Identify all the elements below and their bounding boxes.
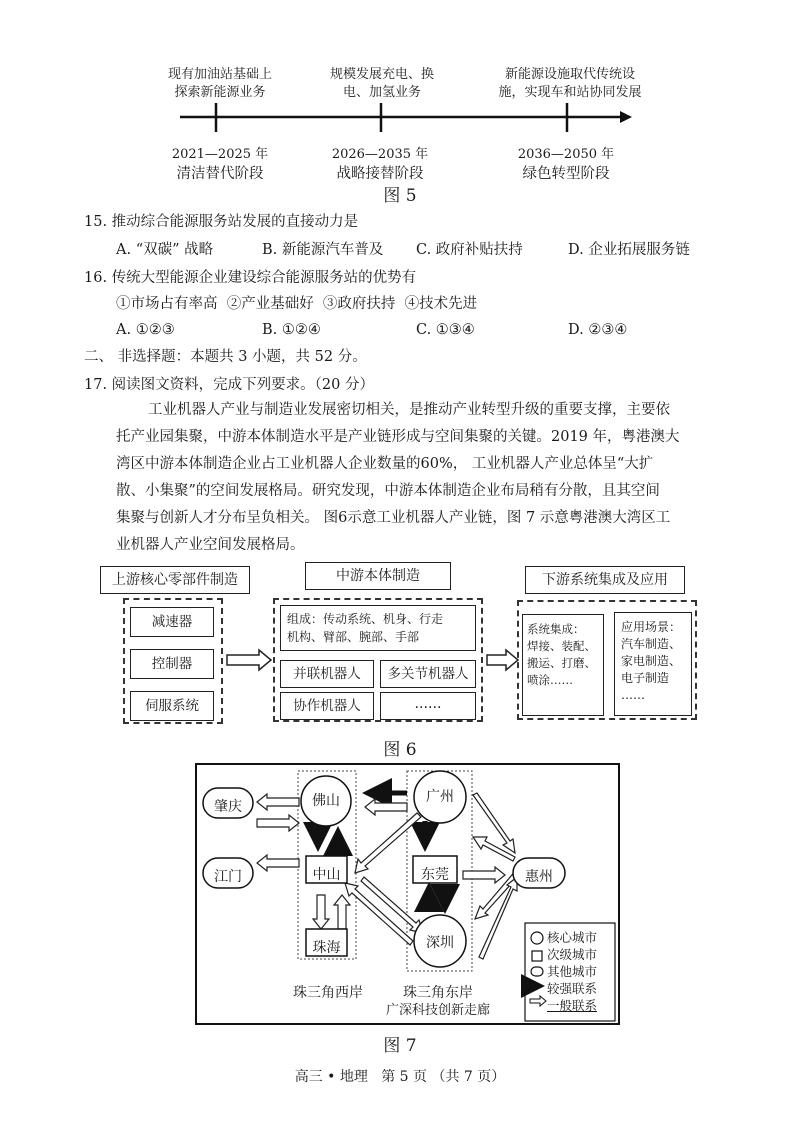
fig7-legend-other: 其他城市 (547, 964, 598, 979)
fig6-servo-system: 伺服系统 (130, 691, 214, 721)
q15-option-a: A. “双碳” 战略 (116, 242, 214, 258)
page-footer: 高三 • 地理 第 5 页 （共 7 页） (294, 1069, 506, 1085)
q17-line-4: 散、小集聚”的空间发展格局。研究发现，中游本体制造企业布局稍有分散，且其空间 (116, 483, 660, 499)
fig6-header-upstream: 上游核心零部件制造 (100, 566, 250, 594)
fig7-legend-strong: 较强联系 (547, 981, 598, 996)
fig5-stage3-name: 绿色转型阶段 (522, 166, 610, 182)
q16-option-c: C. ①③④ (416, 322, 475, 338)
fig5-stage1-years: 2021—2025 年 (171, 147, 269, 162)
q15-option-b: B. 新能源汽车普及 (262, 242, 384, 258)
fig6-parallel-robot: 并联机器人 (280, 660, 374, 688)
fig6-multi-joint-robot: 多关节机器人 (380, 660, 476, 688)
fig7-city-zhuhai: 珠海 (312, 940, 341, 956)
fig7-east-bank-label: 珠三角东岸 (403, 985, 473, 1001)
q17-line-6: 业机器人产业空间发展格局。 (116, 537, 305, 553)
q16-stem: 16. 传统大型能源企业建设综合能源服务站的优势有 (84, 270, 417, 286)
fig6-system-integration: 系统集成： 焊接、装配、 搬运、打磨、 喷涂…… (522, 614, 604, 716)
fig7-city-foshan: 佛山 (312, 793, 340, 809)
fig5-stage2-years: 2026—2035 年 (331, 147, 429, 162)
fig7-legend-other-symbol (531, 967, 543, 976)
q15-option-d: D. 企业拓展服务链 (568, 242, 690, 258)
fig5-caption: 图 5 (383, 186, 417, 206)
fig5-stage2-name: 战略接替阶段 (336, 166, 424, 182)
fig6-more-types: …… (380, 692, 476, 720)
fig7-legend-core: 核心城市 (547, 930, 598, 945)
fig7-innovation-corridor-label: 广深科技创新走廊 (385, 1003, 490, 1018)
fig7-legend-core-symbol (531, 932, 543, 944)
fig5-stage3-years: 2036—2050 年 (517, 147, 615, 162)
fig6-arrow-up-to-mid (225, 648, 275, 672)
fig7-city-huizhou: 惠州 (525, 869, 553, 885)
fig5-stage2-top-label: 规模发展充电、换 电、加氢业务 (329, 67, 434, 100)
fig6-arrow-mid-to-down (486, 648, 520, 672)
q17-line-3: 湾区中游本体制造企业占工业机器人企业数量的60%， 工业机器人产业总体呈“大扩 (116, 456, 654, 472)
fig7-legend-secondary-symbol (532, 951, 542, 961)
q17-line-2: 托产业园集聚，中游本体制造水平是产业链形成与空间集聚的关键。2019 年，粤港澳大 (116, 429, 680, 445)
q15-option-c: C. 政府补贴扶持 (416, 242, 523, 258)
fig7-legend-secondary: 次级城市 (547, 947, 598, 962)
q16-option-a: A. ①②③ (116, 322, 175, 338)
fig6-header-downstream: 下游系统集成及应用 (525, 566, 685, 594)
q17-line-1: 工业机器人产业与制造业发展密切相关，是推动产业转型升级的重要支撑，主要依 (148, 402, 670, 418)
fig6-header-midstream: 中游本体制造 (305, 562, 451, 590)
fig5-timeline (180, 100, 640, 140)
fig7-city-dongguan: 东莞 (421, 867, 449, 883)
fig6-reducer: 减速器 (130, 607, 214, 637)
q16-option-d: D. ②③④ (568, 322, 628, 338)
fig7-west-bank-label: 珠三角西岸 (293, 985, 363, 1001)
q15-stem: 15. 推动综合能源服务站发展的直接动力是 (84, 214, 359, 230)
fig7-legend-general: 一般联系 (547, 998, 598, 1013)
fig6-collaborative-robot: 协作机器人 (280, 692, 374, 720)
fig5-stage3-top-label: 新能源设施取代传统设 施，实现车和站协同发展 (498, 67, 642, 100)
fig5-stage1-top-label: 现有加油站基础上 探索新能源业务 (167, 67, 272, 100)
fig6-controller: 控制器 (130, 649, 214, 679)
fig7-city-zhaoqing: 肇庆 (214, 799, 242, 815)
section-2-heading: 二、 非选择题：本题共 3 小题，共 52 分。 (84, 349, 367, 365)
fig7-city-guangzhou: 广州 (426, 789, 454, 805)
fig6-caption: 图 6 (383, 740, 417, 760)
fig6-application-scenarios: 应用场景： 汽车制造、 家电制造、 电子制造 …… (614, 612, 692, 716)
q16-option-b: B. ①②④ (262, 322, 321, 338)
fig7-city-jiangmen: 江门 (214, 869, 242, 885)
fig6-composition: 组成：传动系统、机身、行走 机构、臂部、腕部、手部 (280, 605, 476, 651)
q17-stem: 17. 阅读图文资料，完成下列要求。（20 分） (84, 377, 374, 393)
q16-items: ①市场占有率高 ②产业基础好 ③政府扶持 ④技术先进 (116, 296, 478, 312)
fig7-city-zhongshan: 中山 (312, 867, 341, 883)
fig7-city-shenzhen: 深圳 (426, 935, 454, 951)
q17-line-5: 集聚与创新人才分布呈负相关。 图6示意工业机器人产业链，图 7 示意粤港澳大湾区工 (116, 510, 671, 526)
fig5-stage1-name: 清洁替代阶段 (176, 166, 264, 182)
fig7-caption: 图 7 (383, 1036, 417, 1056)
